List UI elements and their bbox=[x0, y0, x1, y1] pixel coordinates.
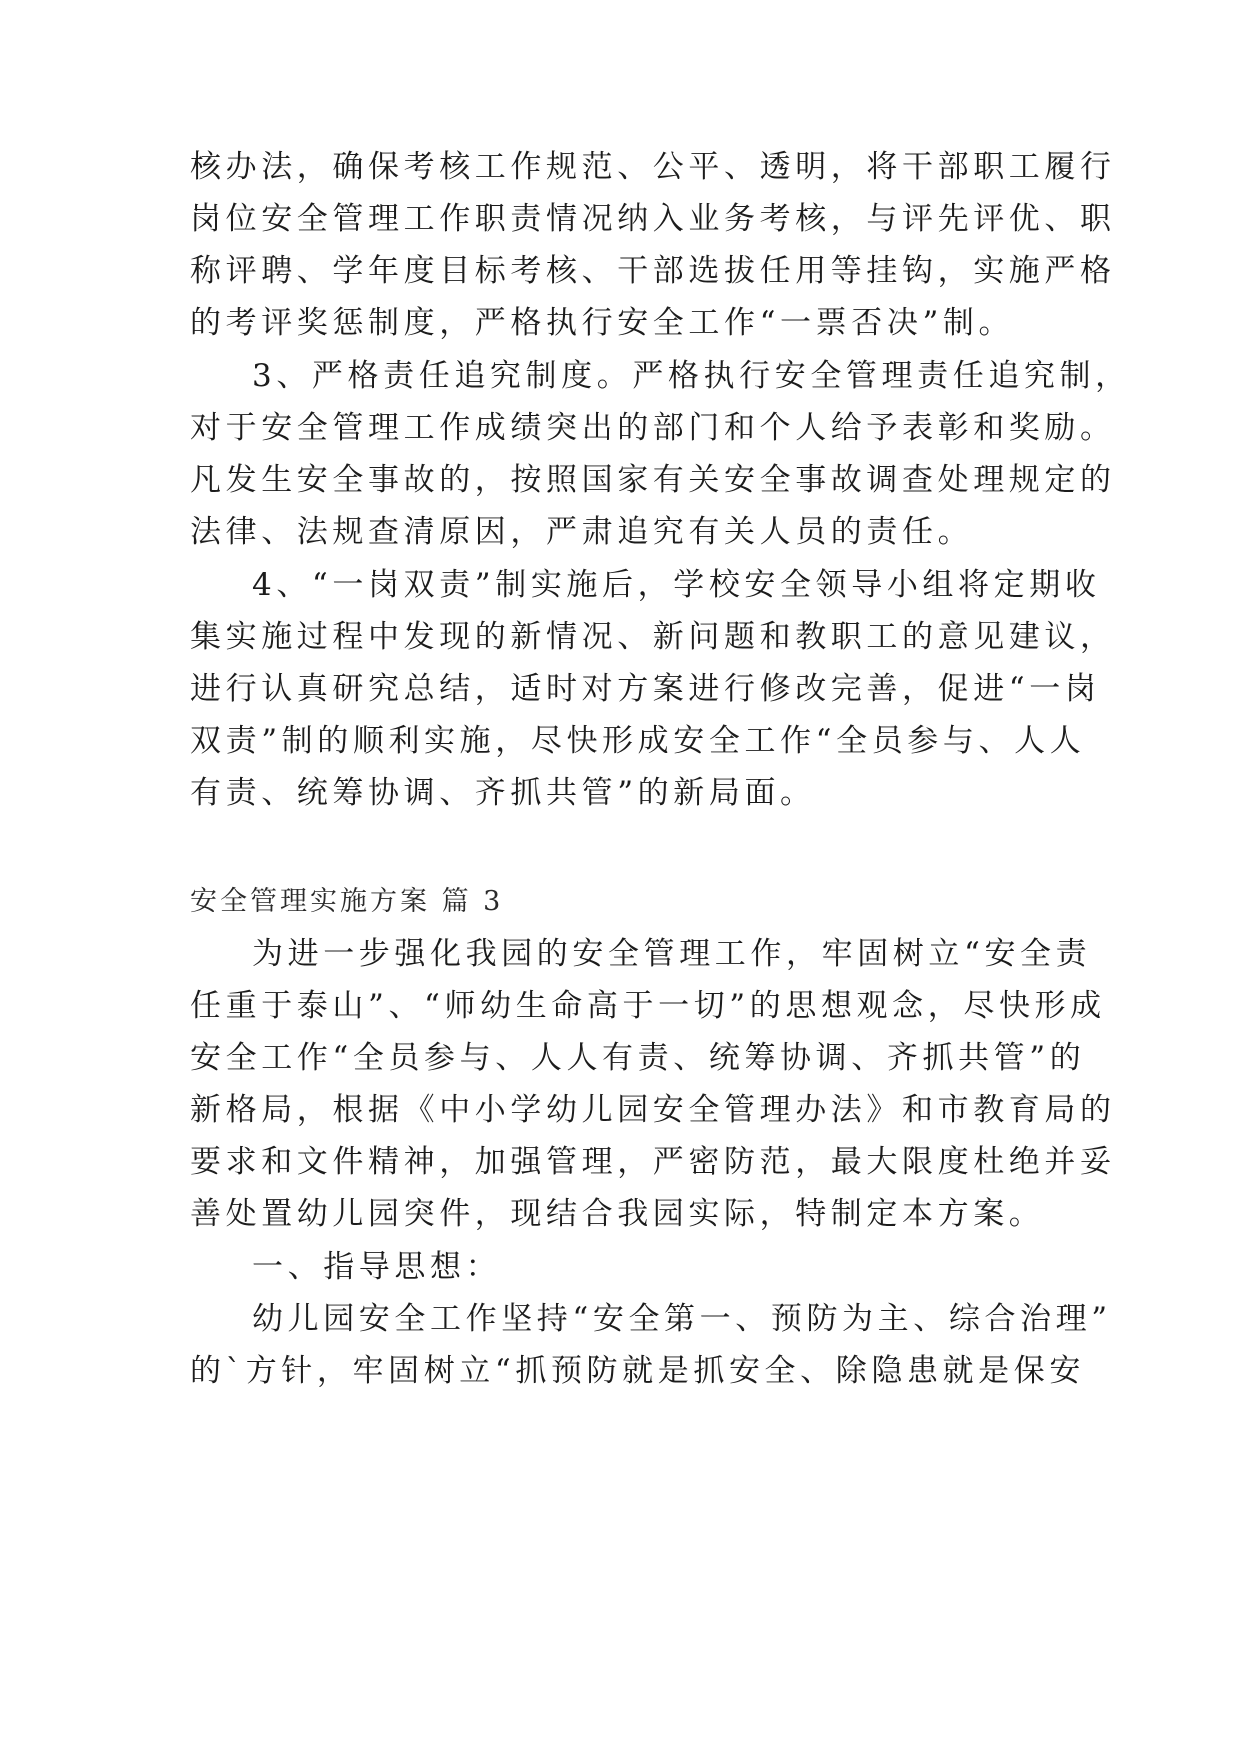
section-paragraph-3-line-1: 幼儿园安全工作坚持“安全第一、预防为主、综合治理” bbox=[252, 1301, 1112, 1337]
paragraph-3-line-3: 进行认真研究总结，适时对方案进行修改完善，促进“一岗 bbox=[190, 671, 1101, 707]
paragraph-2-line-2: 对于安全管理工作成绩突出的部门和个人给予表彰和奖励。 bbox=[190, 410, 1116, 446]
section-paragraph-1-line-3: 安全工作“全员参与、人人有责、统筹协调、齐抓共管”的 bbox=[190, 1040, 1086, 1076]
section-subheading-guiding-thought: 一、指导思想： bbox=[252, 1249, 502, 1285]
paragraph-2-line-4: 法律、法规查清原因，严肃追究有关人员的责任。 bbox=[190, 514, 974, 550]
section-paragraph-1-line-1: 为进一步强化我园的安全管理工作，牢固树立“安全责 bbox=[252, 936, 1092, 972]
paragraph-2-line-1: 3、严格责任追究制度。严格执行安全管理责任追究制， bbox=[252, 358, 1131, 394]
section-paragraph-1-line-6: 善处置幼儿园突件，现结合我园实际，特制定本方案。 bbox=[190, 1196, 1045, 1232]
paragraph-1-line-1: 核办法，确保考核工作规范、公平、透明，将干部职工履行 bbox=[190, 149, 1116, 185]
section-paragraph-1-line-4: 新格局，根据《中小学幼儿园安全管理办法》和市教育局的 bbox=[190, 1092, 1116, 1128]
paragraph-3-line-1: 4、“一岗双责”制实施后，学校安全领导小组将定期收 bbox=[252, 567, 1101, 603]
section-paragraph-3-line-2: 的`方针，牢固树立“抓预防就是抓安全、除隐患就是保安 bbox=[190, 1353, 1085, 1389]
paragraph-1-line-2: 岗位安全管理工作职责情况纳入业务考核，与评先评优、职 bbox=[190, 201, 1116, 237]
paragraph-3-line-4: 双责”制的顺利实施，尽快形成安全工作“全员参与、人人 bbox=[190, 723, 1086, 759]
paragraph-3-line-2: 集实施过程中发现的新情况、新问题和教职工的意见建议， bbox=[190, 619, 1116, 655]
paragraph-1-line-3: 称评聘、学年度目标考核、干部选拔任用等挂钩，实施严格 bbox=[190, 253, 1116, 289]
section-heading: 安全管理实施方案 篇 3 bbox=[190, 886, 504, 917]
paragraph-1-line-4: 的考评奖惩制度，严格执行安全工作“一票否决”制。 bbox=[190, 305, 1015, 341]
section-paragraph-1-line-5: 要求和文件精神，加强管理，严密防范，最大限度杜绝并妥 bbox=[190, 1144, 1116, 1180]
section-paragraph-1-line-2: 任重于泰山”、“师幼生命高于一切”的思想观念，尽快形成 bbox=[190, 988, 1106, 1024]
paragraph-3-line-5: 有责、统筹协调、齐抓共管”的新局面。 bbox=[190, 775, 816, 811]
paragraph-2-line-3: 凡发生安全事故的，按照国家有关安全事故调查处理规定的 bbox=[190, 462, 1116, 498]
